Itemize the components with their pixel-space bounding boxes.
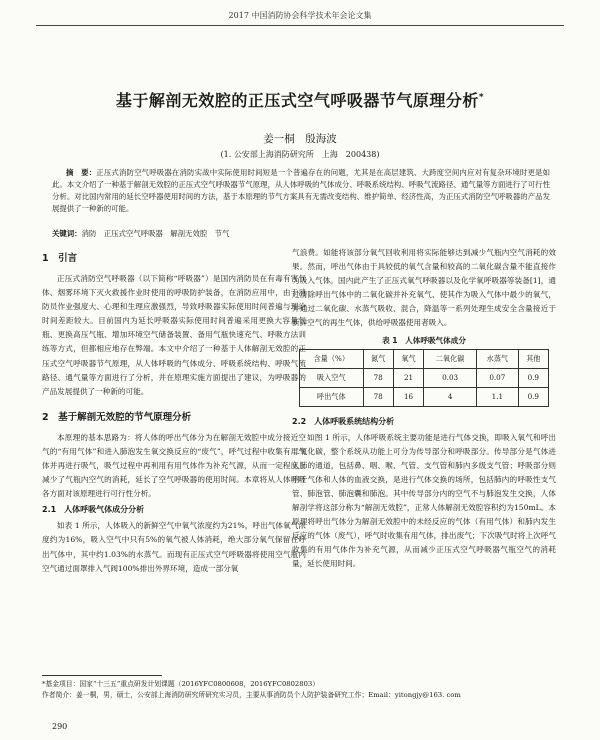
section-2-heading: 2 基于解剖无效腔的节气原理分析 <box>42 411 192 423</box>
table-row <box>300 387 549 406</box>
right-column <box>292 246 556 572</box>
abstract-text: 正压式消防空气呼吸器在消防实战中实际使用时间短是一个普遍存在的问题，尤其是在高层建筑、大跨度空间内应对有复杂环境时更是如此。本文介绍了一种基于解剖无效腔的正压式空气呼吸器节气原理，从人体呼吸的气体成分、呼吸系统结构、呼吸气流路径、通气量等方面进行了可行性分析。对比国内常用的延长空呼器使用时间的方法，基于本原理的节气方案具有无需改变结构、维护简单、经济性高，为正压式消防空气呼吸器的产品发展提供了一种新的可能。 <box>52 168 550 213</box>
abstract-label: 摘 要： <box>66 168 97 177</box>
section-2-2-heading: 2.2 人体呼吸系统结构分析 <box>292 416 395 426</box>
keywords-label: 关键词： <box>52 229 82 238</box>
table-cell: 16 <box>393 387 423 406</box>
table-cell: 4 <box>424 387 477 406</box>
keywords <box>52 228 550 240</box>
table-header-cell: 氧气 <box>393 349 423 368</box>
paper-title-text: 基于解剖无效腔的正压式空气呼吸器节气原理分析 <box>115 91 479 110</box>
table-1 <box>299 349 549 407</box>
table-header-cell: 其他 <box>518 349 548 368</box>
footnote-author-bio: 作者简介：姜一桐，男，硕士，公安部上海消防研究所研究实习员，主要从事消防员个人防护装备研究工作；Email：yitongjy@163. com <box>42 691 461 699</box>
section-1-paragraph: 正压式消防空气呼吸器（以下简称“呼吸器”）是国内消防员在有毒有害气体、烟雾环境下灭火救援作业时使用的呼吸防护装备，在消防应用中，由于消防员作业强度大、心理和生理应激强烈，导致呼吸器实际使用时间普遍与理论时间差距较大。目前国内为延长呼吸器实际使用时间普遍采用更换大容量气瓶、更换高压气瓶、增加环境空气储备装置、备用气瓶快速充气、呼吸方法训练等方式，但都相应地存在弊端。本文中介绍了一种基于人体解剖无效腔的正压式空气呼吸器节气原理，从人体呼吸的气体成分、呼吸系统结构、呼吸气流路径、通气量等方面进行了分析，并在原理实施方面提出了建议，为呼吸器的产品发展提供了一种新的可能。 <box>42 274 306 396</box>
table-header-cell: 二氧化碳 <box>424 349 477 368</box>
section-1-heading: 1 引言 <box>42 253 78 264</box>
table-cell: 0.9 <box>518 387 548 406</box>
table-cell: 呼出气体 <box>300 387 364 406</box>
section-2-1-continued: 气浪费。如能将该部分氧气回收利用将实际能够达到减少气瓶内空气消耗的效果。然而，呼出气体由于具较低的氧气含量和较高的二氧化碳含量不能直接作为吸入气体。国内此产生了正压式氧气呼吸器以及化学氧呼吸器等装备[1]，通过清除呼出气体中的二氧化碳并补充氧气、使其作为吸入气体中最少的氧气，并通过二氧化碳、水蒸气吸收、混合，降温等一系列处理生成安全含量接近于新鲜空气的再生气体，供给呼吸器使用者吸入。 <box>292 248 556 328</box>
table-cell: 1.1 <box>477 387 519 406</box>
affiliation: (1. 公安部上海消防研究所 上海 200438) <box>220 150 380 159</box>
keywords-text: 消防 正压式空气呼吸器 解剖无效腔 节气 <box>81 229 230 238</box>
table-header-cell: 氮气 <box>363 349 393 368</box>
table-row <box>300 368 549 387</box>
abstract <box>52 167 550 215</box>
table-cell: 0.9 <box>518 368 548 387</box>
table-header-cell: 水蒸气 <box>477 349 519 368</box>
title-footnote-mark: * <box>478 92 485 103</box>
table-cell: 78 <box>363 387 393 406</box>
footnote-fund: *基金项目：国家“十三五”重点研发计划课题（2016YFC0800608，2016YFC0802803） <box>42 680 320 688</box>
section-2-2-paragraph: 如图 1 所示，人体呼吸系统主要功能是进行气体交换，即吸入氧气和呼出二氧化碳，整个系统从功能上可分为传导部分和呼吸部分。传导部分是气体进入肺的通道，包括鼻、咽、喉、气管、支气管和肺内多级支气管；呼吸部分则用于气体和人体的血液交换，是进行气体交换的场所，包括肺内的呼吸性支气管、肺泡管、肺泡囊和肺泡。其中传导部分内的空气不与肺泡发生交换，人体解剖学将这部分称为“解剖无效腔”，正常人体解剖无效腔容积约为150mL。本原理将呼出气体分为解剖无效腔中的未经反应的气体（有用气体）和肺内发生反应的气体（废气），呼气时收集有用气体，排出废气；下次吸气时将上次呼气收集的有用气体作为补充气源，从而减少正压式空气呼吸器气瓶空气的消耗量，延长使用时间。 <box>292 432 556 569</box>
page-number: 290 <box>52 722 68 731</box>
table-header-cell: 含量（%） <box>300 349 364 368</box>
footnote-divider <box>42 675 162 676</box>
authors: 姜一桐 殷海波 <box>263 133 337 145</box>
table-cell: 78 <box>363 368 393 387</box>
paper-title <box>40 88 560 111</box>
section-2-1-paragraph: 如表 1 所示，人体吸入的新鲜空气中氧气浓度约为21%，呼出气体氧气浓度约为16%，吸入空气中只有5%的氧气被人体消耗，绝大部分氧气保留在呼出气体中，其中约1.03%的水蒸气。而现有正压式空气呼吸器将使用空气瓶内空气通过面罩排入气阀100%排出外界环境，造成一部分氧 <box>42 521 306 573</box>
table-header-row <box>300 349 549 368</box>
section-2-1-heading: 2.1 人体呼吸气体成分分析 <box>42 505 145 515</box>
footnotes <box>42 679 554 701</box>
section-2-paragraph: 本原理的基本思路为：将人体的呼出气体分为在解剖无效腔中成分接近空气的“有用气体”和进入肺泡发生氧交换反应的“废气”，呼气过程中收集有用气体并再进行吸气，吸气过程中再利用有用气体作为补充气源，从而一定程度上减少了气瓶内空气的消耗，延长了空气呼吸器的使用时间。本章将从人体呼吸各方面对该原理进行可行性分析。 <box>42 432 306 499</box>
running-head: 2017 中国消防协会科学技术年会论文集 <box>36 10 564 26</box>
left-column <box>42 246 306 576</box>
table-cell: 0.07 <box>477 368 519 387</box>
table-1-title: 表 1 人体呼吸气体成分 <box>382 335 466 345</box>
table-cell: 吸入空气 <box>300 368 364 387</box>
table-cell: 0.03 <box>424 368 477 387</box>
table-cell: 21 <box>393 368 423 387</box>
